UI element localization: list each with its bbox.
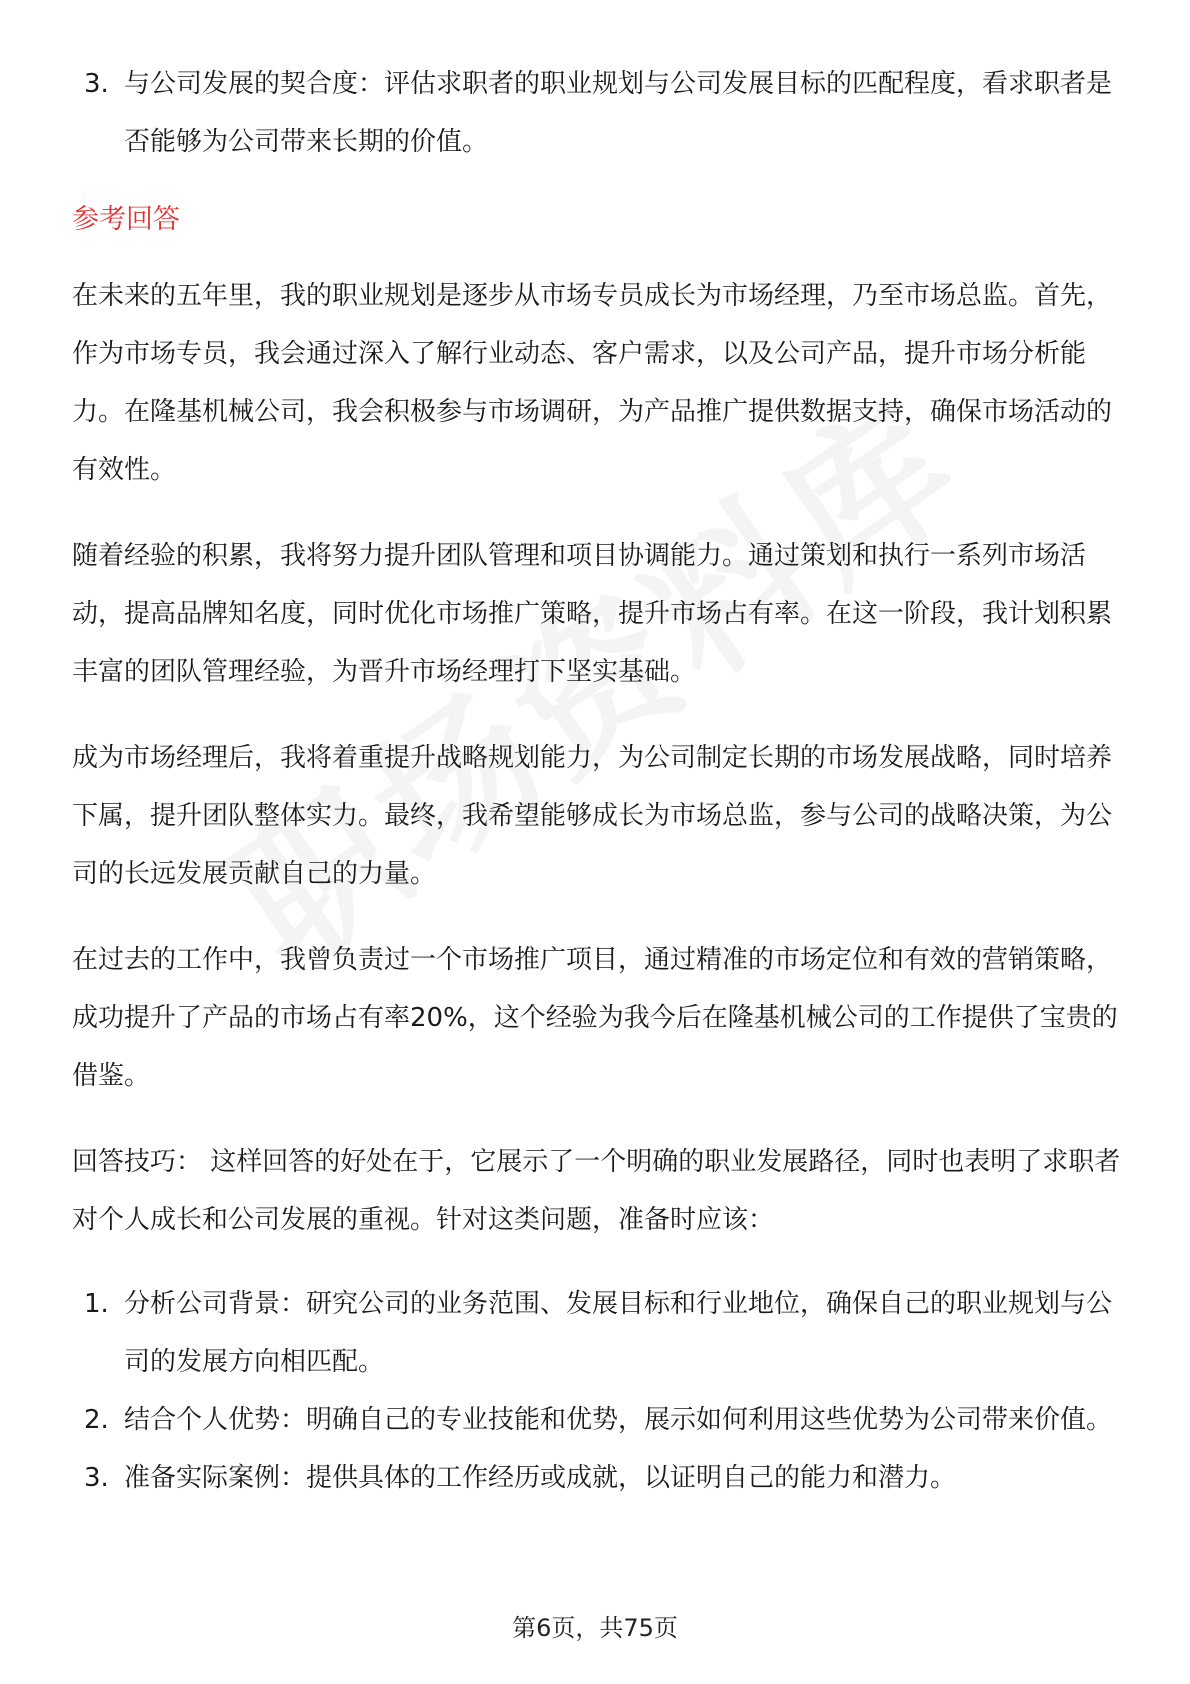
page-content: [72, 55, 1122, 1507]
page-footer: 第6页，共75页: [512, 1614, 678, 1642]
answer-tips-paragraph: 回答技巧： 这样回答的好处在于，它展示了一个明确的职业发展路径，同时也表明了求职者对个人成长和公司发展的重视。针对这类问题，准备时应该：: [72, 1147, 1121, 1235]
reference-answer-heading: 参考回答: [72, 204, 180, 235]
list-item: [72, 1391, 1122, 1449]
list-item-text: 与公司发展的契合度：评估求职者的职业规划与公司发展目标的匹配程度，看求职者是否能够为公司带来长期的价值。: [124, 69, 1113, 157]
answer-paragraph-4: 在过去的工作中，我曾负责过一个市场推广项目，通过精准的市场定位和有效的营销策略，成功提升了产品的市场占有率20%，这个经验为我今后在隆基机械公司的工作提供了宝贵的借鉴。: [72, 945, 1118, 1091]
list-item-text: 结合个人优势：明确自己的专业技能和优势，展示如何利用这些优势为公司带来价值。: [124, 1405, 1113, 1435]
list-item: [72, 1275, 1122, 1391]
list-item: [72, 55, 1122, 171]
list-item: [72, 1449, 1122, 1507]
list-item-number: 3.: [84, 69, 109, 99]
answer-paragraph-1: 在未来的五年里，我的职业规划是逐步从市场专员成长为市场经理，乃至市场总监。首先，作为市场专员，我会通过深入了解行业动态、客户需求，以及公司产品，提升市场分析能力。在隆基机械公司，我会积极参与市场调研，为产品推广提供数据支持，确保市场活动的有效性。: [72, 281, 1113, 485]
list-item-number: 1.: [84, 1289, 109, 1319]
list-item-text: 准备实际案例：提供具体的工作经历或成就，以证明自己的能力和潜力。: [124, 1463, 957, 1493]
criteria-list: [72, 55, 1122, 171]
list-item-number: 3.: [84, 1463, 109, 1493]
answer-paragraph-3: 成为市场经理后，我将着重提升战略规划能力，为公司制定长期的市场发展战略，同时培养下属，提升团队整体实力。最终，我希望能够成长为市场总监，参与公司的战略决策，为公司的长远发展贡献自己的力量。: [72, 743, 1113, 889]
answer-paragraph-2: 随着经验的积累，我将努力提升团队管理和项目协调能力。通过策划和执行一系列市场活动，提高品牌知名度，同时优化市场推广策略，提升市场占有率。在这一阶段，我计划积累丰富的团队管理经验，为晋升市场经理打下坚实基础。: [72, 541, 1113, 687]
list-item-number: 2.: [84, 1405, 109, 1435]
tips-list: [72, 1275, 1122, 1507]
list-item-text: 分析公司背景：研究公司的业务范围、发展目标和行业地位，确保自己的职业规划与公司的发展方向相匹配。: [124, 1289, 1113, 1377]
